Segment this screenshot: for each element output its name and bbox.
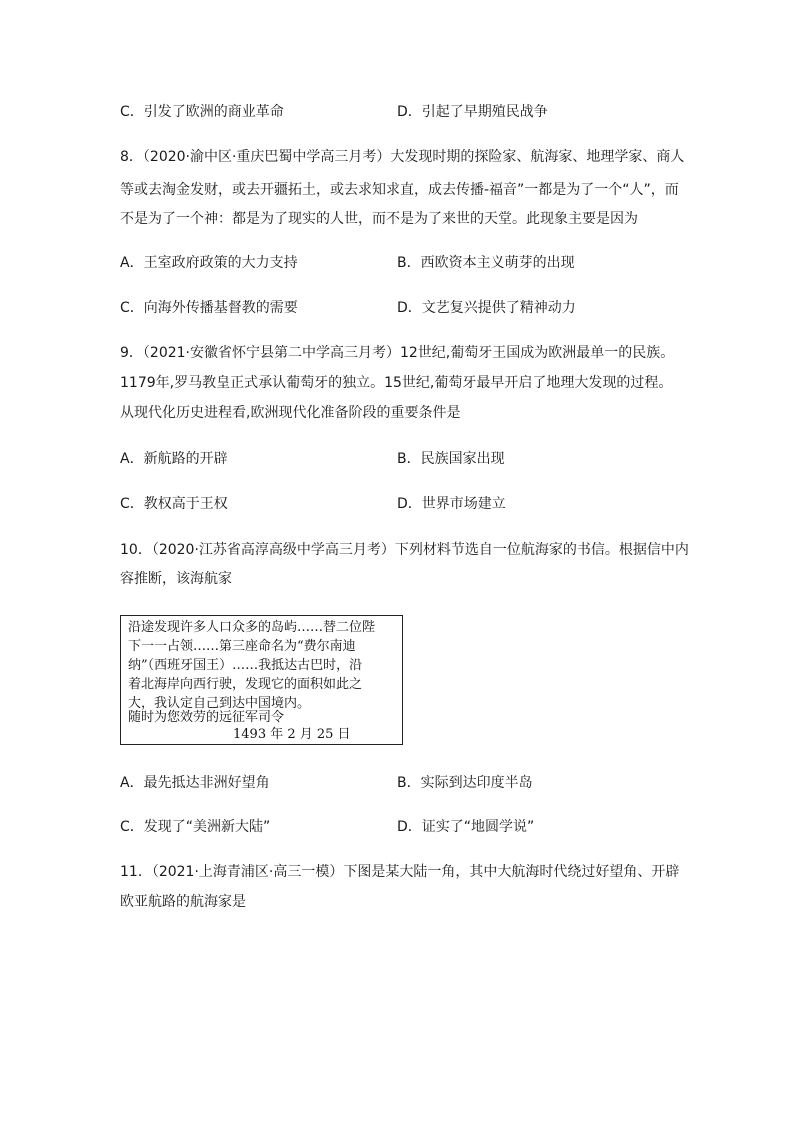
q10-option-d: D．证实了“地圆学说” [397,819,535,835]
q8-stem-line-3: 不是为了一个神：都是为了现实的人世，而不是为了来世的天堂。此现象主要是因为 [120,211,638,227]
q8-option-d: D．文艺复兴提供了精神动力 [397,300,576,316]
q9-stem-line-1: 9．（2021·安徽省怀宁县第二中学高三月考）12世纪,葡萄牙王国成为欧洲最单一的民族。 [120,345,675,361]
q9-option-a: A．新航路的开辟 [120,451,228,467]
q11-stem-line-2: 欧亚航路的航海家是 [120,894,246,910]
q10-option-a: A．最先抵达非洲好望角 [120,775,270,791]
q8-stem-line-1: 8．（2020·渝中区·重庆巴蜀中学高三月考）大发现时期的探险家、航海家、地理学家、商人 [120,149,685,165]
q10-stem-line-1: 10．（2020·江苏省高淳高级中学高三月考）下列材料节选自一位航海家的书信。根据信中内 [120,542,689,558]
source-line-2: 下一一占领……第三座命名为“费尔南迪 [128,639,356,654]
source-line-1: 沿途发现许多人口众多的岛屿……替二位陛 [128,620,376,635]
source-date: 1493 年 2 月 25 日 [233,727,351,742]
q8-option-a: A．王室政府政策的大力支持 [120,255,298,271]
q9-option-c: C．教权高于王权 [120,496,228,512]
q8-option-c: C．向海外传播基督教的需要 [120,300,298,316]
source-line-4: 着北海岸向西行驶，发现它的面积如此之 [128,677,363,692]
q8-option-b: B．西欧资本主义萌芽的出现 [397,255,575,271]
q9-option-d: D．世界市场建立 [397,496,506,512]
source-line-3: 纳”（西班牙国王）……我抵达古巴时，沿 [128,658,363,673]
q8-stem-line-2: 等或去淘金发财，或去开疆拓土，或去求知求直，成去传播-福音”一都是为了一个“人”，而 [120,182,679,198]
q7-option-d: D．引起了早期殖民战争 [397,104,548,120]
q10-option-c: C．发现了“美洲新大陆” [120,819,271,835]
q7-option-c: C．引发了欧洲的商业革命 [120,104,284,120]
q9-stem-line-3: 从现代化历史进程看,欧洲现代化准备阶段的重要条件是 [120,405,461,421]
q10-option-b: B．实际到达印度半岛 [397,775,533,791]
q10-stem-line-2: 容推断，该海航家 [120,571,232,587]
q10-source-box [120,615,403,745]
q11-stem-line-1: 11．（2021·上海青浦区·高三一模）下图是某大陆一角，其中大航海时代绕过好望角、开辟 [120,864,680,880]
q9-stem-line-2: 1179年,罗马教皇正式承认葡萄牙的独立。15世纪,葡萄牙最早开启了地理大发现的过程。 [120,375,673,391]
source-line-5: 大，我认定自己到达中国境内。 [128,696,311,711]
source-line-6: 随时为您效劳的远征军司令 [128,710,285,725]
q9-option-b: B．民族国家出现 [397,451,505,467]
